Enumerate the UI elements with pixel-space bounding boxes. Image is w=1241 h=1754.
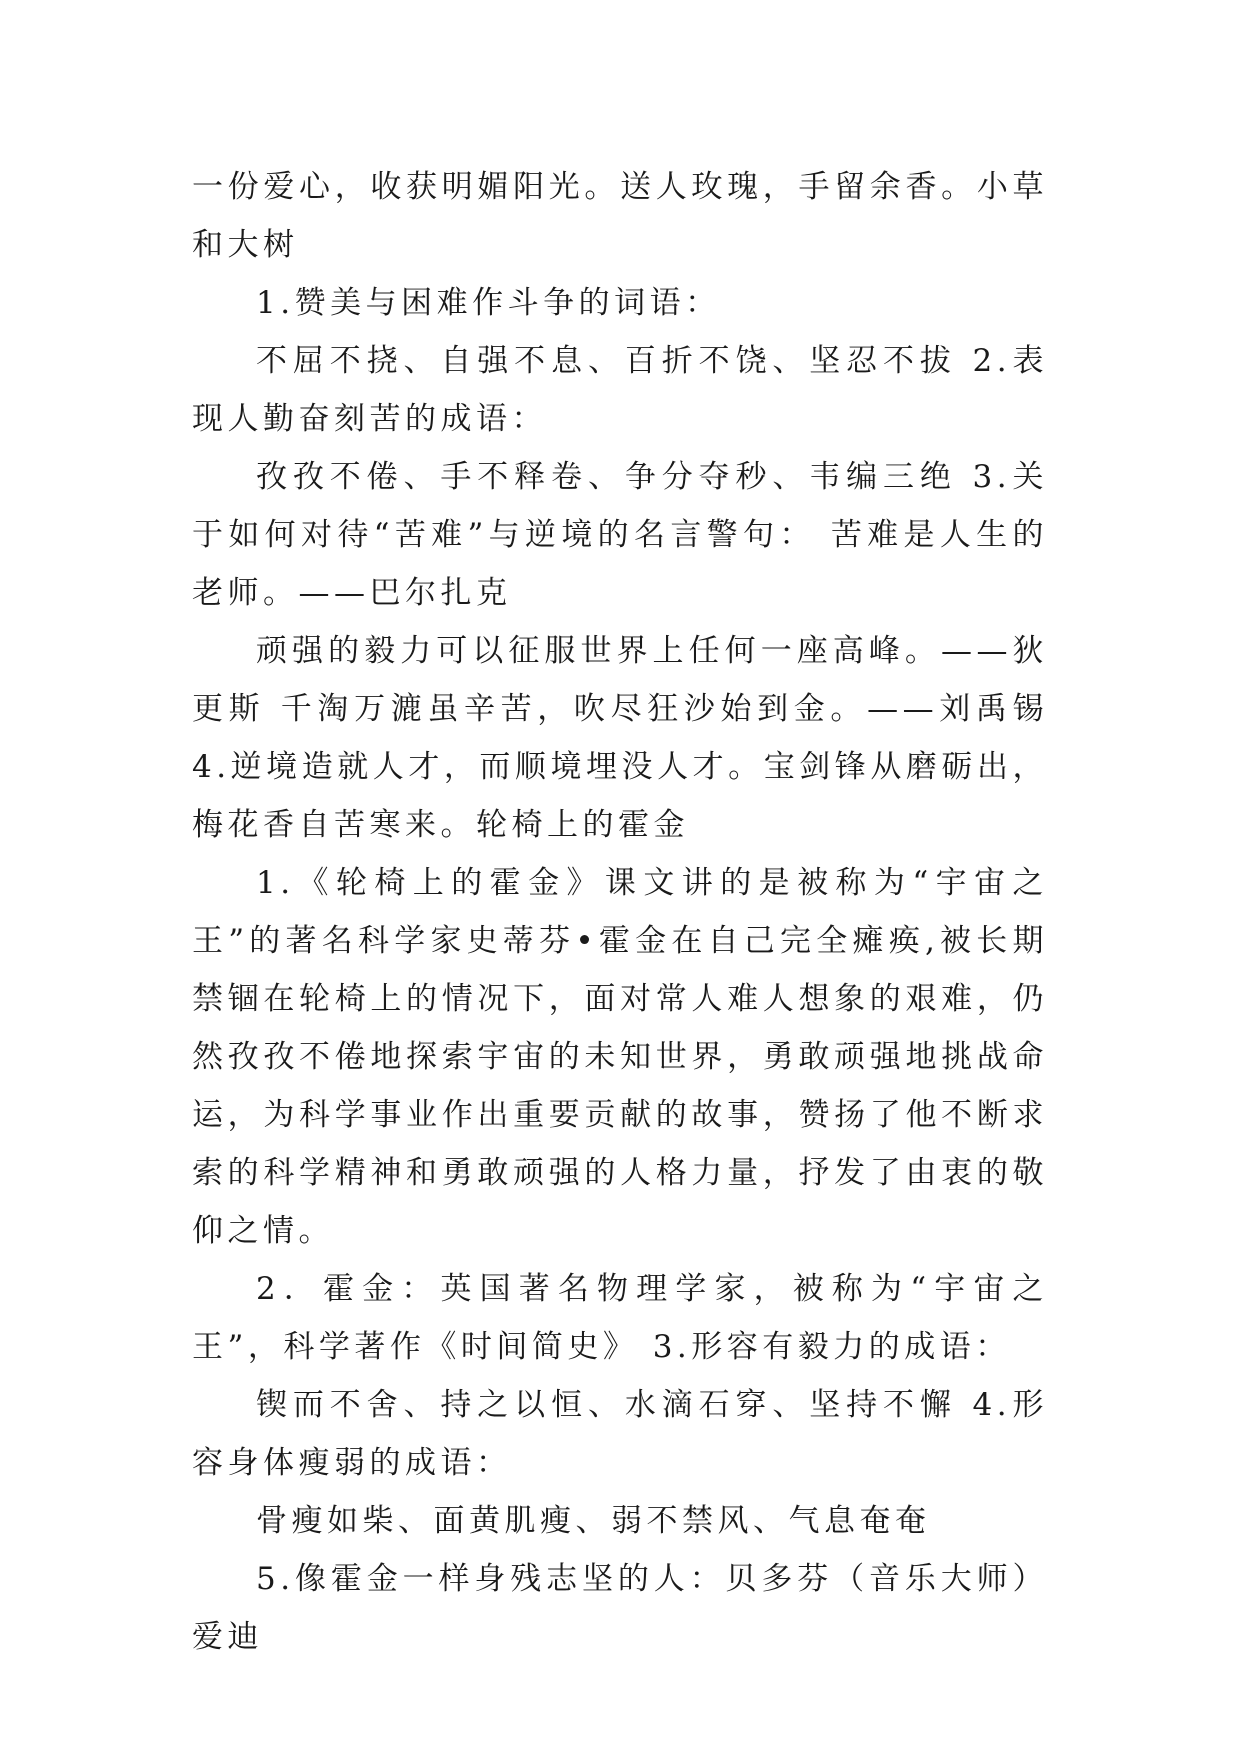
paragraph: 5.像霍金一样身残志坚的人：贝多芬（音乐大师）爱迪 <box>192 1561 1048 1655</box>
paragraph: 2．霍金：英国著名物理学家，被称为“宇宙之王”，科学著作《时间简史》 3.形容有毅力的成语： <box>192 1271 1048 1365</box>
paragraph: 骨瘦如柴、面黄肌瘦、弱不禁风、气息奄奄 <box>256 1503 931 1539</box>
paragraph: 一份爱心，收获明媚阳光。送人玫瑰，手留余香。小草和大树 <box>192 169 1048 263</box>
paragraph: 1.《轮椅上的霍金》课文讲的是被称为“宇宙之王”的著名科学家史蒂芬•霍金在自己完全瘫痪,被长期禁锢在轮椅上的情况下，面对常人难人想象的艰难，仍然孜孜不倦地探索宇宙的未知世界，勇敢顽强地挑战命运，为科学事业作出重要贡献的故事，赞扬了他不断求索的科学精神和勇敢顽强的人格力量，抒发了由衷的敬仰之情。 <box>192 865 1048 1249</box>
paragraph: 孜孜不倦、手不释卷、争分夺秒、韦编三绝 3.关于如何对待“苦难”与逆境的名言警句： 苦难是人生的老师。——巴尔扎克 <box>192 459 1048 611</box>
paragraph: 1.赞美与困难作斗争的词语： <box>256 285 721 321</box>
paragraph: 顽强的毅力可以征服世界上任何一座高峰。——狄更斯 千淘万漉虽辛苦，吹尽狂沙始到金。——刘禹锡 4.逆境造就人才，而顺境埋没人才。宝剑锋从磨砺出，梅花香自苦寒来。轮椅上的霍金 <box>192 633 1048 843</box>
document-body <box>192 158 1048 1666</box>
paragraph: 不屈不挠、自强不息、百折不饶、坚忍不拔 2.表现人勤奋刻苦的成语： <box>192 343 1048 437</box>
paragraph: 锲而不舍、持之以恒、水滴石穿、坚持不懈 4.形容身体瘦弱的成语： <box>192 1387 1048 1481</box>
